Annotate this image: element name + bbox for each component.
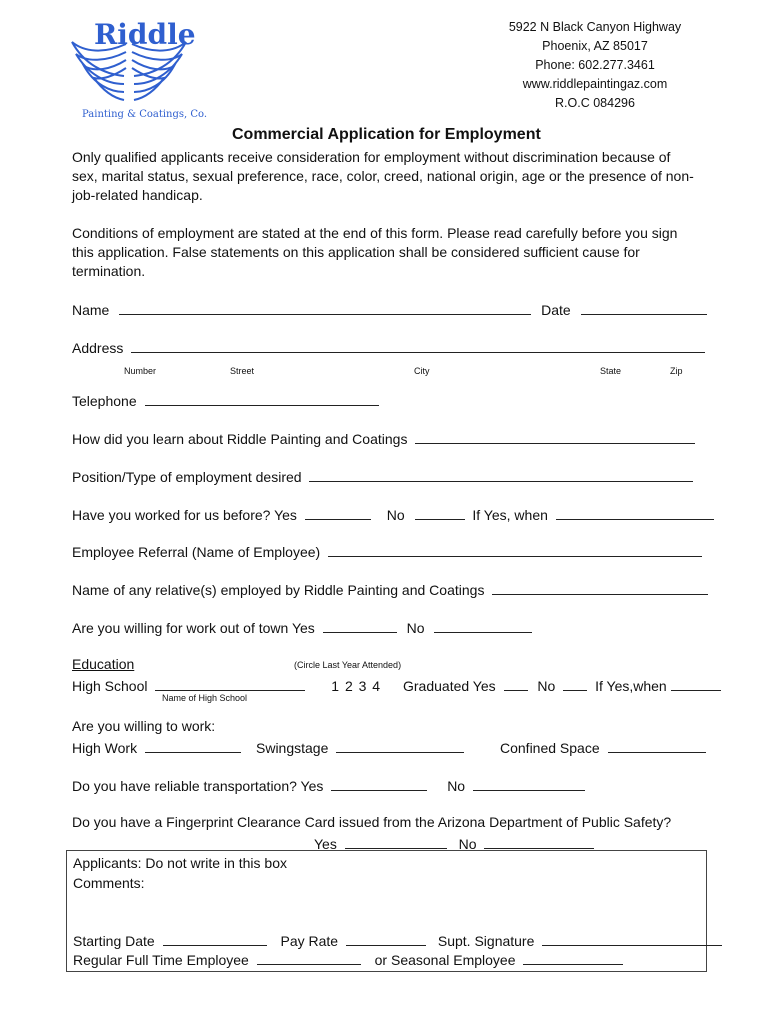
date-label: Date: [541, 302, 571, 318]
address-state-caption: State: [600, 366, 622, 376]
company-website[interactable]: www.riddlepaintingaz.com: [522, 77, 668, 91]
starting-date-field[interactable]: [163, 931, 267, 946]
address-street-caption: Street: [230, 366, 255, 376]
out-of-town-no-field[interactable]: [434, 618, 532, 633]
company-phone: Phone: 602.277.3461: [535, 58, 655, 72]
address-city-caption: City: [414, 366, 430, 376]
graduated-no-field[interactable]: [563, 676, 587, 691]
graduated-label: Graduated Yes: [403, 678, 496, 694]
office-use-box: [66, 850, 707, 972]
graduated-yes-field[interactable]: [504, 676, 528, 691]
transportation-label: Do you have reliable transportation? Yes: [72, 778, 324, 794]
school-years[interactable]: 1 2 3 4: [331, 678, 382, 694]
fingerprint-yes-field[interactable]: [345, 834, 447, 849]
referral-field[interactable]: [328, 542, 702, 557]
confined-space-field[interactable]: [608, 738, 706, 753]
starting-date-label: Starting Date: [73, 933, 155, 949]
conditions-paragraph: Conditions of employment are stated at the end of this form. Please read carefully before you sign this application. False statements on this application shall be considered sufficient cause for termination.: [72, 225, 678, 279]
graduated-no-label: No: [537, 678, 556, 694]
comments-label: Comments:: [73, 875, 145, 891]
out-of-town-no-label: No: [406, 620, 425, 636]
address-label: Address: [72, 340, 124, 356]
regular-employee-label: Regular Full Time Employee: [73, 952, 249, 968]
seasonal-employee-label: or Seasonal Employee: [374, 952, 516, 968]
company-contact-block: [490, 18, 700, 113]
fingerprint-no-label: No: [458, 836, 477, 852]
worked-before-label: Have you worked for us before? Yes: [72, 507, 297, 523]
high-work-label: High Work: [72, 740, 138, 756]
confined-space-label: Confined Space: [500, 740, 600, 756]
company-city: Phoenix, AZ 85017: [542, 39, 648, 53]
worked-when-field[interactable]: [556, 505, 714, 520]
high-school-label: High School: [72, 678, 148, 694]
swingstage-label: Swingstage: [256, 740, 329, 756]
company-logo: [64, 14, 208, 124]
fingerprint-label: Do you have a Fingerprint Clearance Card issued from the Arizona Department of Public Safety?: [72, 814, 672, 830]
logo-name: Riddle: [94, 18, 196, 51]
seasonal-employee-field[interactable]: [523, 950, 623, 965]
logo-tagline: Painting & Coatings, Co.: [82, 109, 208, 120]
supt-signature-label: Supt. Signature: [437, 933, 535, 949]
worked-no-field[interactable]: [415, 505, 465, 520]
transportation-no-label: No: [447, 778, 466, 794]
graduated-when-label: If Yes,when: [595, 678, 667, 694]
learn-field[interactable]: [415, 429, 695, 444]
address-field[interactable]: [131, 338, 705, 353]
intro-paragraph: Only qualified applicants receive consideration for employment without discrimination because of sex, marital status, sexual preference, race, color, creed, national origin, age or the presence of non-job-related handicap.: [72, 149, 694, 203]
regular-employee-field[interactable]: [257, 950, 361, 965]
telephone-label: Telephone: [72, 393, 137, 409]
name-label: Name: [72, 302, 110, 318]
name-field[interactable]: [119, 300, 531, 315]
form-title: Commercial Application for Employment: [232, 126, 541, 143]
company-street: 5922 N Black Canyon Highway: [508, 20, 682, 34]
out-of-town-label: Are you willing for work out of town Yes: [72, 620, 315, 636]
company-license: R.O.C 084296: [555, 96, 635, 110]
office-box-heading: Applicants: Do not write in this box: [73, 855, 287, 871]
position-field[interactable]: [309, 467, 693, 482]
telephone-field[interactable]: [145, 391, 379, 406]
date-field[interactable]: [581, 300, 707, 315]
learn-label: How did you learn about Riddle Painting and Coatings: [72, 431, 408, 447]
relative-label: Name of any relative(s) employed by Riddle Painting and Coatings: [72, 582, 485, 598]
relative-field[interactable]: [492, 580, 708, 595]
circle-year-note: (Circle Last Year Attended): [294, 660, 402, 670]
high-school-caption: Name of High School: [162, 693, 248, 703]
transportation-no-field[interactable]: [473, 776, 585, 791]
high-school-field[interactable]: [155, 676, 305, 691]
worked-when-label: If Yes, when: [472, 507, 548, 523]
address-number-caption: Number: [124, 366, 157, 376]
out-of-town-yes-field[interactable]: [323, 618, 397, 633]
worked-no-label: No: [386, 507, 405, 523]
pay-rate-label: Pay Rate: [280, 933, 339, 949]
fingerprint-no-field[interactable]: [484, 834, 594, 849]
willing-to-work-label: Are you willing to work:: [72, 718, 216, 734]
supt-signature-field[interactable]: [542, 931, 722, 946]
referral-label: Employee Referral (Name of Employee): [72, 544, 321, 560]
address-zip-caption: Zip: [670, 366, 683, 376]
transportation-yes-field[interactable]: [331, 776, 427, 791]
worked-yes-field[interactable]: [305, 505, 371, 520]
position-label: Position/Type of employment desired: [72, 469, 302, 485]
graduated-when-field[interactable]: [671, 676, 721, 691]
swingstage-field[interactable]: [336, 738, 464, 753]
high-work-field[interactable]: [145, 738, 241, 753]
fingerprint-yes-label: Yes: [314, 836, 337, 852]
pay-rate-field[interactable]: [346, 931, 426, 946]
education-heading: Education: [72, 656, 135, 672]
